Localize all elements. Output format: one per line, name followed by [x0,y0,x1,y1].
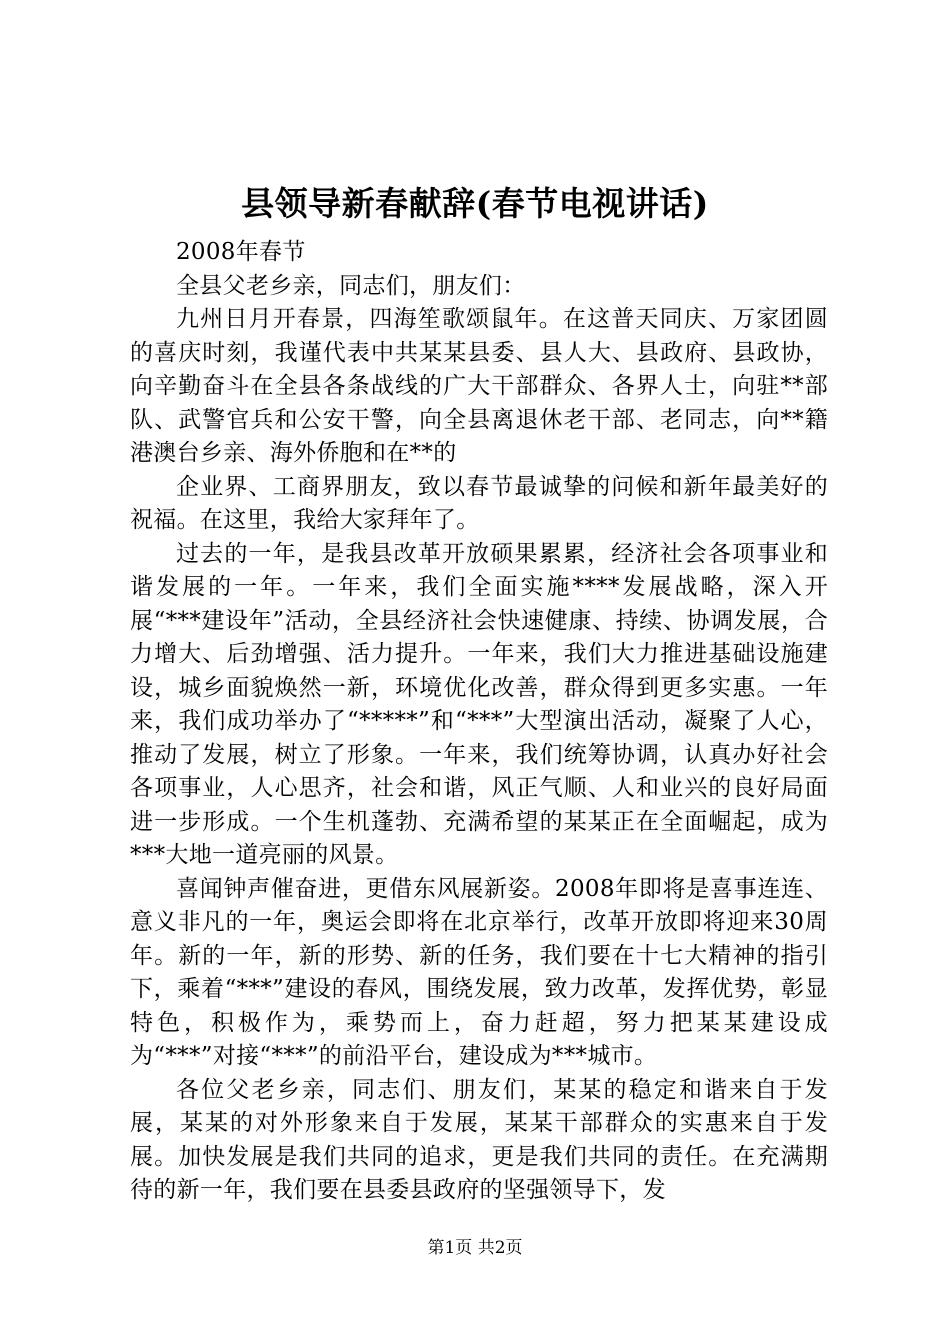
paragraph: 九州日月开春景，四海笙歌颂鼠年。在这普天同庆、万家团圆的喜庆时刻，我谨代表中共某某县委、县人大、县政府、县政协，向辛勤奋斗在全县各条战线的广大干部群众、各界人士，向驻**部队、武警官兵和公安干警，向全县离退休老干部、老同志，向**籍港澳台乡亲、海外侨胞和在**的 [130,306,828,466]
document-body [130,236,828,1208]
paragraph: 企业界、工商界朋友，致以春节最诚挚的问候和新年最美好的祝福。在这里，我给大家拜年了。 [130,473,828,533]
salutation: 全县父老乡亲，同志们，朋友们： [176,272,526,299]
document-title: 县领导新春献辞(春节电视讲话) [241,184,709,223]
paragraph: 各位父老乡亲，同志们、朋友们，某某的稳定和谐来自于发展，某某的对外形象来自于发展，某某干部群众的实惠来自于发展。加快发展是我们共同的追求，更是我们共同的责任。在充满期待的新一年，我们要在县委县政府的坚强领导下，发 [130,1076,828,1203]
paragraph: 过去的一年，是我县改革开放硕果累累，经济社会各项事业和谐发展的一年。一年来，我们全面实施****发展战略，深入开展“***建设年”活动，全县经济社会快速健康、持续、协调发展，合力增大、后劲增强、活力提升。一年来，我们大力推进基础设施建设，城乡面貌焕然一新，环境优化改善，群众得到更多实惠。一年来，我们成功举办了“*****”和“***”大型演出活动，凝聚了人心，推动了发展，树立了形象。一年来，我们统筹协调，认真办好社会各项事业，人心思齐，社会和谐，风正气顺、人和业兴的良好局面进一步形成。一个生机蓬勃、充满希望的某某正在全面崛起，成为***大地一道亮丽的风景。 [130,540,828,868]
paragraph: 喜闻钟声催奋进，更借东风展新姿。2008年即将是喜事连连、意义非凡的一年，奥运会即将在北京举行，改革开放即将迎来30周年。新的一年，新的形势、新的任务，我们要在十七大精神的指引下，乘着“***”建设的春风，围绕发展，致力改革，发挥优势，彰显特色，积极作为，乘势而上，奋力赶超，努力把某某建设成为“***”对接“***”的前沿平台，建设成为***城市。 [130,875,828,1069]
date-line: 2008年春节 [176,239,306,265]
page-number-footer: 第1页 共2页 [427,1238,523,1258]
